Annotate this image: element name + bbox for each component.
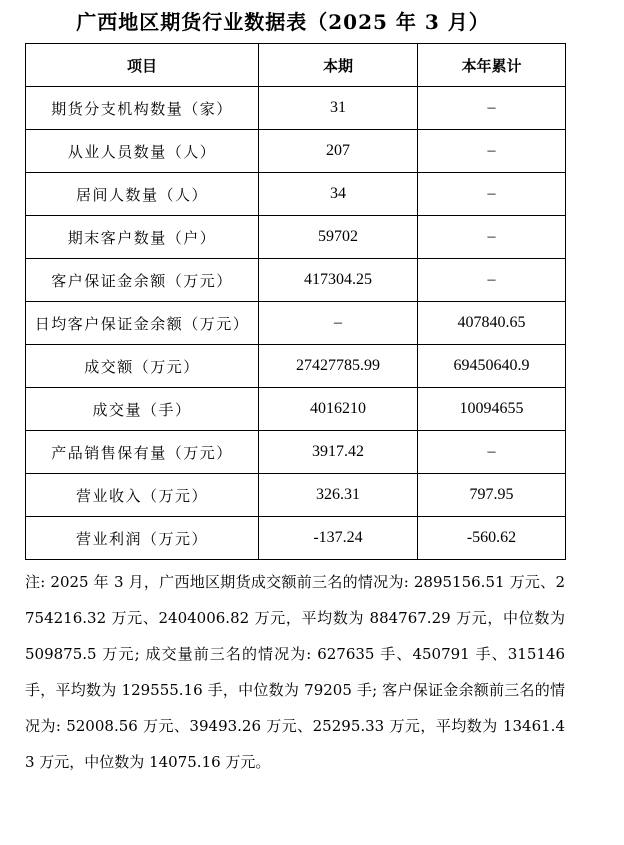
header-current: 本期 [259,44,418,87]
table-row [26,345,566,388]
row-item: 产品销售保有量（万元） [26,431,259,474]
row-ytd: – [418,87,566,130]
row-current: 207 [259,130,418,173]
row-item: 居间人数量（人） [26,173,259,216]
table-row [26,431,566,474]
table-row [26,130,566,173]
row-ytd: – [418,173,566,216]
row-ytd: – [418,259,566,302]
row-current: 27427785.99 [259,345,418,388]
row-item: 日均客户保证金余额（万元） [26,302,259,345]
row-item: 营业利润（万元） [26,517,259,560]
row-ytd: 69450640.9 [418,345,566,388]
row-ytd: – [418,130,566,173]
table-row [26,87,566,130]
table-row [26,302,566,345]
table-row [26,517,566,560]
row-current: 31 [259,87,418,130]
row-current: 417304.25 [259,259,418,302]
row-current: 59702 [259,216,418,259]
header-item: 项目 [26,44,259,87]
row-item: 营业收入（万元） [26,474,259,517]
row-item: 客户保证金余额（万元） [26,259,259,302]
table-row [26,216,566,259]
row-current: – [259,302,418,345]
row-ytd: 10094655 [418,388,566,431]
row-ytd: – [418,431,566,474]
row-current: 4016210 [259,388,418,431]
row-current: 34 [259,173,418,216]
row-current: 326.31 [259,474,418,517]
table-row [26,259,566,302]
header-ytd: 本年累计 [418,44,566,87]
footnote: 注: 2025 年 3 月，广西地区期货成交额前三名的情况为: 2895156.51 万元、2754216.32 万元、2404006.82 万元，平均数为 884767.29 万元，中位数为 509875.5 万元; 成交量前三名的情况为: 627635 手、450791 手、315146 手，平均数为 129555.16 手，中位数为 79205 手; 客户保证金余额前三名的情况为: 52008.56 万元、39493.26 万元、25295.33 万元，平均数为 13461.43 万元，中位数为 14075.16 万元。 [25,573,565,771]
row-ytd: -560.62 [418,517,566,560]
row-ytd: 407840.65 [418,302,566,345]
table-row [26,388,566,431]
page-title: 广西地区期货行业数据表（2025 年 3 月） [76,10,490,34]
row-item: 从业人员数量（人） [26,130,259,173]
row-item: 期货分支机构数量（家） [26,87,259,130]
row-ytd: – [418,216,566,259]
table-row [26,173,566,216]
row-item: 期末客户数量（户） [26,216,259,259]
row-ytd: 797.95 [418,474,566,517]
data-table [25,43,566,560]
row-current: -137.24 [259,517,418,560]
row-item: 成交量（手） [26,388,259,431]
table-row [26,474,566,517]
row-current: 3917.42 [259,431,418,474]
table-header-row [26,44,566,87]
row-item: 成交额（万元） [26,345,259,388]
